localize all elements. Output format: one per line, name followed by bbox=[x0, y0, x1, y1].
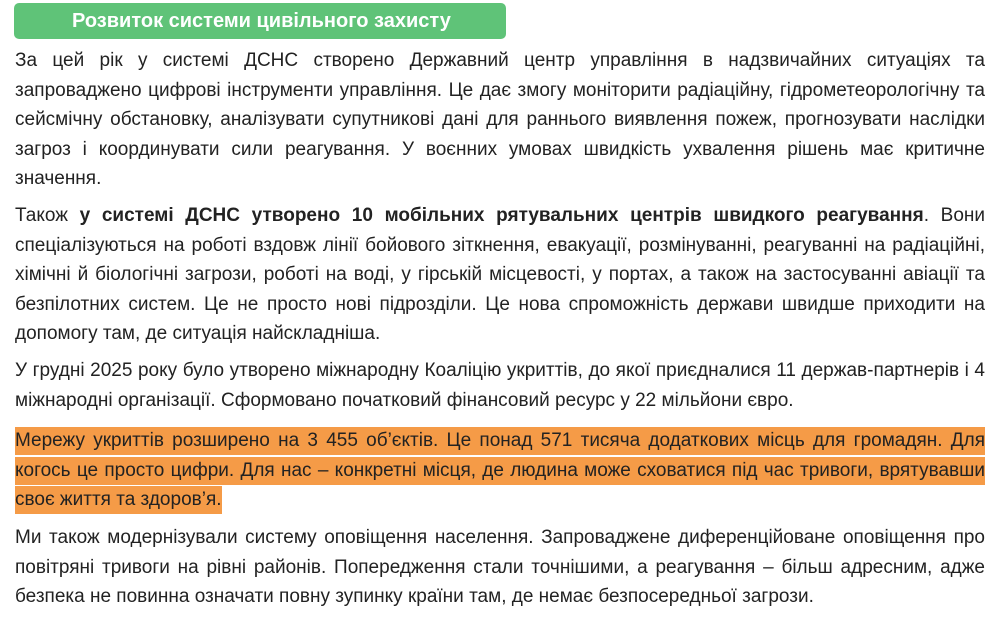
highlighted-paragraph-shelters bbox=[15, 426, 985, 515]
paragraph-alert-system: Ми також модернізували систему оповіщення населення. Запроваджене диференційоване оповіщення про повітряні тривоги на рівні районів. Попередження стали точнішими, а реагування – більш адресним, адже безпека не повинна означати повну зупинку країни там, де немає безпосередньої загрози. bbox=[15, 527, 985, 607]
section-title-banner bbox=[14, 3, 506, 39]
paragraph-text: . Вони спеціалізуються на роботі вздовж лінії бойового зіткнення, евакуації, розмінуванні, реагуванні на радіаційні, хімічні й біологічні загрози, роботі на воді, у гірській місцевості, у портах, а також на застосуванні авіації та безпілотних систем. Це не просто нові підрозділи. Це нова спроможність держави швидше приходити на допомогу там, де ситуація найскладніша. bbox=[15, 205, 986, 344]
paragraph-emergency-center: За цей рік у системі ДСНС створено Державний центр управління в надзвичайних ситуаціях та запроваджено цифрові інструменти управління. Це дає змогу моніторити радіаційну, гідрометеорологічну та сейсмічну обстановку, аналізувати супутникові дані для раннього виявлення пожеж, прогнозувати наслідки загроз і координувати сили реагування. У воєнних умовах швидкість ухвалення рішень має критичне значення. bbox=[15, 50, 985, 189]
paragraph-text: Також bbox=[15, 205, 80, 226]
section-title: Розвиток системи цивільного захисту bbox=[72, 10, 451, 32]
paragraph-mobile-rescue-centers bbox=[15, 201, 985, 349]
highlighted-text: Мережу укриттів розширено на 3 455 об’єктів. Це понад 571 тисяча додаткових місць для громадян. Для когось це просто цифри. Для нас – конкретні місця, де людина може сховатися під час тривоги, врятувавши своє життя та здоров’я. bbox=[15, 427, 985, 514]
bold-statement: у системі ДСНС утворено 10 мобільних рятувальних центрів швидкого реагування bbox=[79, 205, 924, 226]
paragraph-shelter-coalition: У грудні 2025 року було утворено міжнародну Коаліцію укриттів, до якої приєдналися 11 держав-партнерів і 4 міжнародні організації. Сформовано початковий фінансовий ресурс у 22 мільйони євро. bbox=[15, 360, 985, 411]
